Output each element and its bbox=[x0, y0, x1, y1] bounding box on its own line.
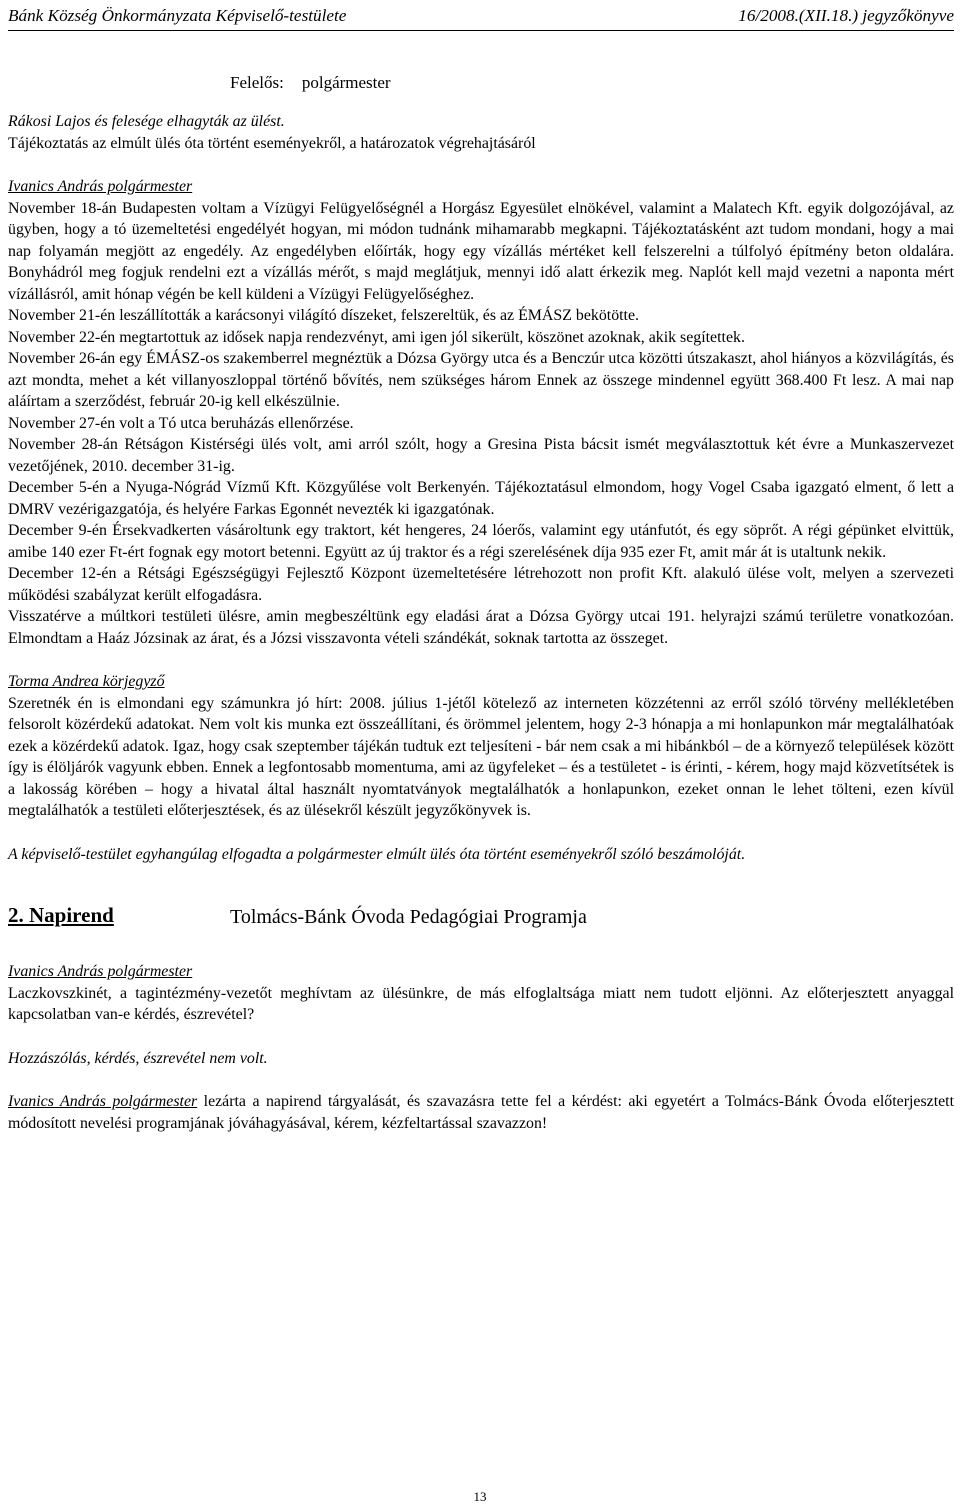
report-paragraph: December 9-én Érsekvadkerten vásároltunk egy traktort, két hengeres, 24 lóerős, valamint egy utánfutót, és egy söprőt. A régi gépünket elvittük, amibe 140 ezer Ft-ért fognak egy motort betenni. Együtt az új traktor és a régi szerelésének díja 935 ezer Ft, amit már át is utaltunk nekik. bbox=[8, 522, 954, 561]
document-page bbox=[8, 0, 954, 1508]
report-paragraph: November 26-án egy ÉMÁSZ-os szakemberrel megnéztük a Dózsa György utca és a Benczúr utca közötti útszakaszt, ahol hiányos a közvilágítás, és azt mondta, mehet a két villanyoszloppal történő bővítés, nem szükséges három Ennek az összege mindennel együtt 368.400 Ft lesz. A mai nap aláírtam a szerződést, február 20-ig kell elkészülnie. bbox=[8, 350, 954, 410]
speaker-mayor: Ivanics András polgármester bbox=[8, 963, 193, 980]
page-header bbox=[8, 4, 954, 31]
agenda-title: Tolmács-Bánk Óvoda Pedagógiai Programja bbox=[230, 906, 587, 928]
resolution-note: A képviselő-testület egyhangúlag elfogadta a polgármester elmúlt ülés óta történt eseményekről szóló beszámolóját. bbox=[8, 845, 746, 863]
agenda-heading bbox=[8, 899, 954, 939]
speaker-mayor: Ivanics András polgármester bbox=[8, 178, 193, 195]
report-paragraph: November 28-án Rétságon Kistérségi ülés volt, ami arról szólt, hogy a Gresina Pista bácsit ismét megválasztottuk két évre a Munkaszervezet vezetőjének, 2010. december 31-ig. bbox=[8, 436, 954, 475]
report-paragraph: November 27-én volt a Tó utca beruházás ellenőrzése. bbox=[8, 414, 354, 432]
vote-paragraph bbox=[8, 1091, 954, 1134]
header-council-name: Bánk Község Önkormányzata Képviselő-testülete bbox=[8, 6, 347, 25]
mayor-paragraph: Laczkovszkinét, a tagintézmény-vezetőt meghívtam az ülésünkre, de más elfoglaltsága miatt nem tudott eljönni. Az előterjesztett anyaggal kapcsolatban van-e kérdés, észrevétel? bbox=[8, 984, 954, 1023]
page-number: 13 bbox=[473, 1489, 487, 1504]
speaker-notary: Torma Andrea körjegyző bbox=[8, 673, 165, 690]
report-paragraph: Visszatérve a múltkori testületi ülésre, amin megbeszéltünk egy eladási árat a Dózsa György utcai 191. helyrajzi számú területre vonatkozóan. Elmondtam a Haáz Józsinak az árat, és a Józsi visszavonta vételi szándékát, soknak tartotta az összeget. bbox=[8, 608, 954, 647]
header-minutes-reference: 16/2008.(XII.18.) jegyzőkönyve bbox=[738, 6, 954, 25]
vote-text: lezárta a napirend tárgyalását, és szavazásra tette fel a kérdést: aki egyetért a Tolmács-Bánk Óvoda előterjesztett módosított nevelési programjának jóváhagyásával, kérem, kézfeltartással szavazzon! bbox=[8, 1093, 955, 1132]
report-paragraph: December 5-én a Nyuga-Nógrád Vízmű Kft. Közgyűlése volt Berkenyén. Tájékoztatásul elmondom, hogy Vogel Csaba igazgató elment, ő lett a DMRV vezérigazgatója, és helyére Farkas Egonnét nevezték ki igazgatónak. bbox=[8, 479, 954, 518]
report-paragraph: November 21-én leszállították a karácsonyi világító díszeket, felszereltük, és az ÉMÁSZ bekötötte. bbox=[8, 307, 640, 324]
agenda-number: 2. Napirend bbox=[8, 903, 114, 927]
report-paragraph: November 22-én megtartottuk az idősek napja rendezvényt, ami igen jól sikerült, köszönet azoknak, akik segítettek. bbox=[8, 328, 745, 346]
responsible-label: Felelős: bbox=[230, 73, 284, 92]
agenda-item-title: Tájékoztatás az elmúlt ülés óta történt eseményekről, a határozatok végrehajtásáról bbox=[8, 134, 536, 152]
no-comments-note: Hozzászólás, kérdés, észrevétel nem volt. bbox=[8, 1049, 268, 1067]
speaker-mayor: Ivanics András polgármester bbox=[8, 1093, 198, 1110]
responsible-value: polgármester bbox=[301, 73, 391, 92]
responsible-line bbox=[230, 72, 391, 94]
report-paragraph: November 18-án Budapesten voltam a Vízügyi Felügyelőségnél a Horgász Egyesület elnökével, valamint a Malatech Kft. egyik dolgozójával, az ügyben, hogy a tó üzemeltetési engedélyét hogyan, mi módon tudnánk mihamarabb megkapni. Tájékoztatásként azt tudom mondani, hogy a mai nap folyamán megjött az engedély. Az engedélyben előírták, hogy egy vízállás mértéket kell felszerelni a túlfolyó építmény beton oldalára. Bonyhádról meg fogjuk rendelni ezt a vízállás mérőt, s majd meglátjuk, mennyi idő alatt érkezik meg. Naplót kell majd vezetni a naponta mért vízállásról, amit hónap végén be kell küldeni a Vízügyi Felügyelőséghez. bbox=[8, 199, 954, 303]
report-paragraph: December 12-én a Rétsági Egészségügyi Fejlesztő Központ üzemeltetésére létrehozott non profit Kft. alakuló ülése volt, melyen a szervezeti működési szabályzat került elfogadásra. bbox=[8, 565, 954, 604]
minutes-body bbox=[8, 111, 954, 1134]
notary-paragraph: Szeretnék én is elmondani egy számunkra jó hírt: 2008. július 1-jétől kötelező az interneten közzétenni az erről szóló törvény mellékletében felsorolt közérdekű adatokat. Nem volt kis munka ezt összeállítani, és örömmel jelentem, hogy 2-3 hónapja a mi honlapunkon már megtalálhatóak ezek a közérdekű adatok. Igaz, hogy csak szeptember tájékán tudtuk ezt teljesíteni - bár nem csak a mi hibánkból – de a környező települések között így is élöljárók vagyunk ebben. Ennek a legfontosabb momentuma, ami az ügyfeleket – és a testületet - is érinti, - kérem, hogy majd közvetítsétek is a lakosság körében – hogy a hivatal által használt nyomtatványok megtalálhatók a honlapunkon, ezeket onnan le lehet tölteni, ezen kívül megtalálhatók a testületi előterjesztések, és az ülésekről készült jegyzőkönyvek is. bbox=[8, 694, 954, 819]
leaving-note: Rákosi Lajos és felesége elhagyták az ülést. bbox=[8, 113, 285, 130]
